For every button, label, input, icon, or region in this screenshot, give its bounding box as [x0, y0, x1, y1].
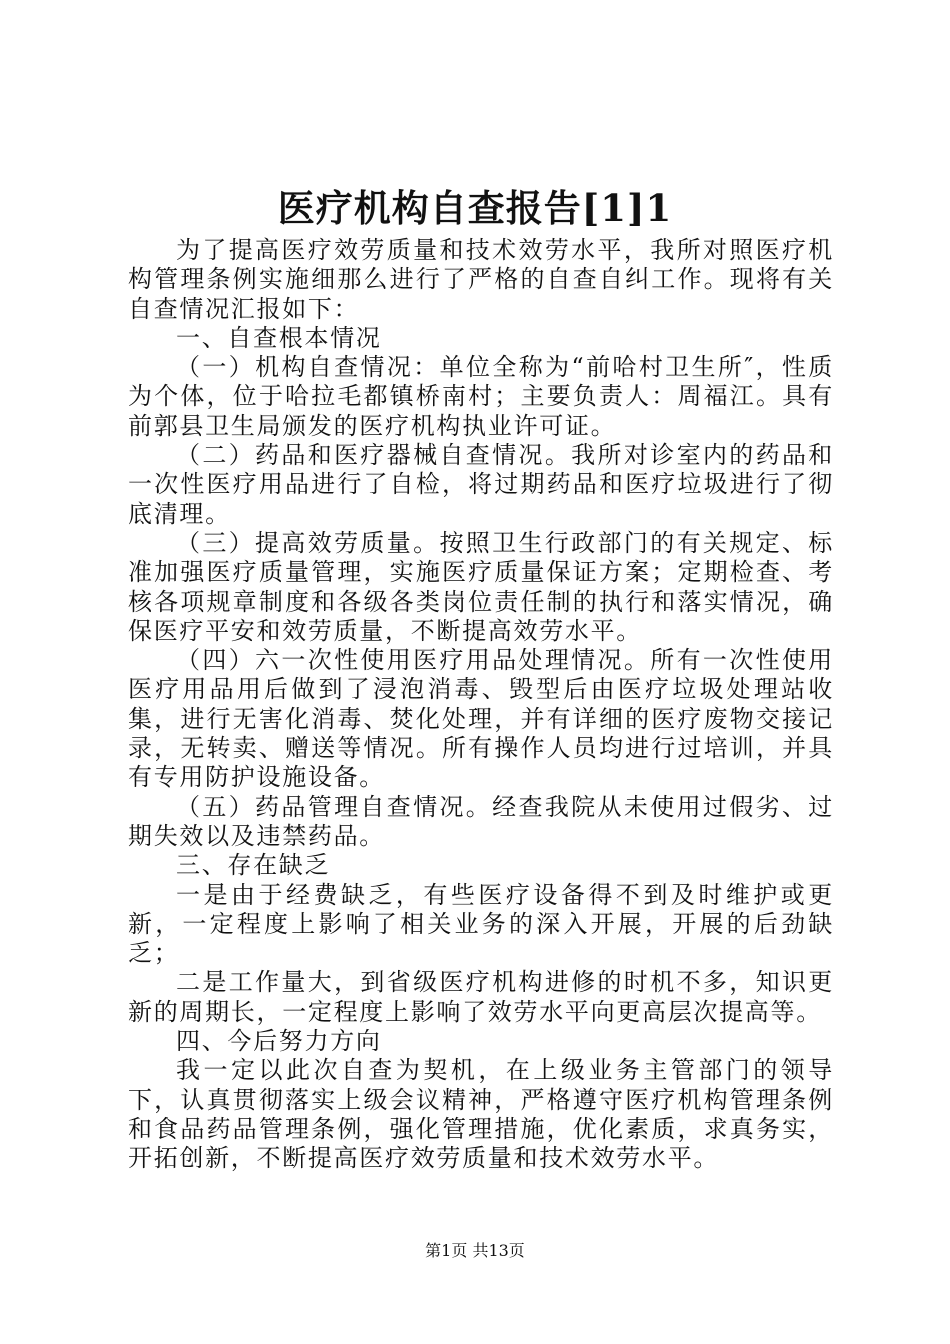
section-heading-3: 三、存在缺乏	[176, 851, 331, 880]
paragraph-shortage-2: 二是工作量大，到省级医疗机构进修的时机不多，知识更新的周期长，一定程度上影响了效劳水平向更高层次提高等。	[128, 968, 834, 1026]
document-title: 医疗机构自查报告[1]1	[277, 186, 673, 230]
intro-paragraph: 为了提高医疗效劳质量和技术效劳水平，我所对照医疗机构管理条例实施细那么进行了严格的自查自纠工作。现将有关自查情况汇报如下：	[128, 236, 834, 323]
page-footer: 第1页 共13页	[425, 1241, 525, 1260]
paragraph-drug-management: （五）药品管理自查情况。经查我院从未使用过假劣、过期失效以及违禁药品。	[128, 792, 834, 850]
section-heading-4: 四、今后努力方向	[176, 1027, 382, 1056]
paragraph-disposables: （四）六一次性使用医疗用品处理情况。所有一次性使用医疗用品用后做到了浸泡消毒、毁型后由医疗垃圾处理站收集，进行无害化消毒、焚化处理，并有详细的医疗废物交接记录，无转卖、赠送等情况。所有操作人员均进行过培训，并具有专用防护设施设备。	[128, 646, 834, 792]
paragraph-service-quality: （三）提高效劳质量。按照卫生行政部门的有关规定、标准加强医疗质量管理，实施医疗质量保证方案；定期检查、考核各项规章制度和各级各类岗位责任制的执行和落实情况，确保医疗平安和效劳质量，不断提高效劳水平。	[128, 528, 834, 645]
paragraph-shortage-1: 一是由于经费缺乏，有些医疗设备得不到及时维护或更新，一定程度上影响了相关业务的深入开展，开展的后劲缺乏；	[128, 880, 834, 968]
section-heading-1: 一、自查根本情况	[176, 323, 382, 352]
paragraph-institution: （一）机构自查情况：单位全称为“前哈村卫生所″，性质为个体，位于哈拉毛都镇桥南村；主要负责人：周福江。具有前郭县卫生局颁发的医疗机构执业许可证。	[128, 353, 834, 440]
paragraph-drugs-devices: （二）药品和医疗器械自查情况。我所对诊室内的药品和一次性医疗用品进行了自检，将过期药品和医疗垃圾进行了彻底清理。	[128, 441, 834, 528]
document-body	[128, 236, 834, 1174]
paragraph-future: 我一定以此次自查为契机，在上级业务主管部门的领导下，认真贯彻落实上级会议精神，严格遵守医疗机构管理条例和食品药品管理条例，强化管理措施，优化素质，求真务实，开拓创新，不断提高医疗效劳质量和技术效劳水平。	[128, 1056, 834, 1173]
